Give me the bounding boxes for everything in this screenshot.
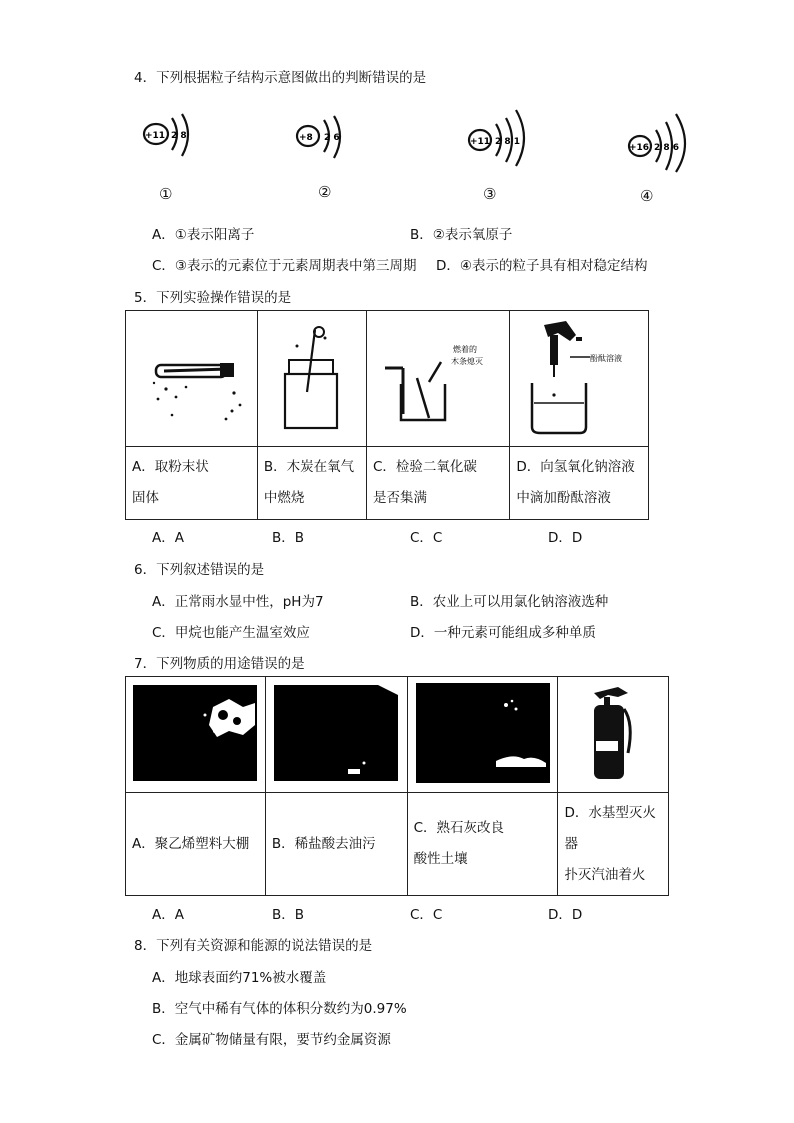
q4-option-d: D．④表示的粒子具有相对稳定结构 — [436, 258, 648, 274]
atom-diagram-2 — [294, 114, 364, 174]
q4-stem: 4．下列根据粒子结构示意图做出的判断错误的是 — [134, 70, 427, 86]
q8-stem: 8．下列有关资源和能源的说法错误的是 — [134, 938, 373, 954]
q7-answer-a: A．A — [152, 907, 184, 923]
label-extinguished: 木条熄灭 — [451, 356, 484, 366]
shell-electrons: 2 8 6 — [654, 143, 680, 153]
q7-caption-b: B．稀盐酸去油污 — [265, 793, 407, 896]
shell-electrons: 2 8 — [171, 131, 187, 141]
diagram-label-3: ③ — [483, 185, 497, 203]
q8-option-a: A．地球表面约71%被水覆盖 — [152, 970, 327, 986]
nucleus-charge: +11 — [470, 137, 491, 147]
q6-option-b: B．农业上可以用氯化钠溶液选种 — [410, 594, 609, 610]
q5-table — [125, 310, 649, 520]
diagram-label-2: ② — [318, 183, 332, 201]
q7-caption-d: D．水基型灭火 器 扑灭汽油着火 — [558, 793, 669, 896]
q7-answer-c: C．C — [410, 907, 443, 923]
q7-image-d — [558, 677, 669, 793]
q7-image-b — [265, 677, 407, 793]
q7-answer-b: B．B — [272, 907, 305, 923]
q5-stem: 5．下列实验操作错误的是 — [134, 290, 292, 306]
q7-table — [125, 676, 669, 896]
q6-option-d: D．一种元素可能组成多种单质 — [410, 625, 596, 641]
q5-image-d — [510, 311, 649, 447]
q7-image-a — [126, 677, 266, 793]
q5-image-b — [257, 311, 366, 447]
q5-answer-a: A．A — [152, 530, 184, 546]
q5-answer-c: C．C — [410, 530, 443, 546]
q7-answer-d: D．D — [548, 907, 583, 923]
nucleus-charge: +11 — [145, 131, 166, 141]
diagram-label-4: ④ — [640, 187, 654, 205]
q7-caption-c: C．熟石灰改良 酸性土壤 — [407, 793, 558, 896]
q7-stem: 7．下列物质的用途错误的是 — [134, 656, 305, 672]
q6-option-c: C．甲烷也能产生温室效应 — [152, 625, 310, 641]
q8-option-c: C．金属矿物储量有限，要节约金属资源 — [152, 1032, 391, 1048]
q4-option-a: A．①表示阳离子 — [152, 227, 255, 243]
nucleus-charge: +16 — [629, 143, 650, 153]
q5-image-c — [367, 311, 510, 447]
atom-diagram-1 — [140, 110, 210, 170]
q6-option-a: A．正常雨水显中性，pH为7 — [152, 594, 324, 610]
q8-option-b: B．空气中稀有气体的体积分数约为0.97% — [152, 1001, 407, 1017]
shell-electrons: 2 8 1 — [495, 137, 521, 147]
atom-diagram-3 — [466, 106, 546, 168]
nucleus-charge: +8 — [299, 133, 313, 143]
q5-answer-b: B．B — [272, 530, 305, 546]
q4-option-c: C．③表示的元素位于元素周期表中第三周期 — [152, 258, 417, 274]
diagram-label-1: ① — [159, 185, 173, 203]
q5-caption-b: B．木炭在氧气 中燃烧 — [257, 447, 366, 520]
label-burning-stick: 燃着的 — [453, 344, 478, 354]
q7-caption-a: A．聚乙烯塑料大棚 — [126, 793, 266, 896]
q5-answer-d: D．D — [548, 530, 583, 546]
q5-caption-c: C．检验二氧化碳 是否集满 — [367, 447, 510, 520]
shell-electrons: 2 6 — [324, 133, 340, 143]
q6-stem: 6．下列叙述错误的是 — [134, 562, 265, 578]
q7-image-c — [407, 677, 558, 793]
label-phenolphthalein: 酚酞溶液 — [590, 353, 623, 363]
q5-caption-d: D．向氢氧化钠溶液 中滴加酚酞溶液 — [510, 447, 649, 520]
atom-diagram-4 — [626, 108, 710, 174]
q5-image-a — [126, 311, 258, 447]
q5-caption-a: A．取粉末状 固体 — [126, 447, 258, 520]
q4-option-b: B．②表示氧原子 — [410, 227, 513, 243]
